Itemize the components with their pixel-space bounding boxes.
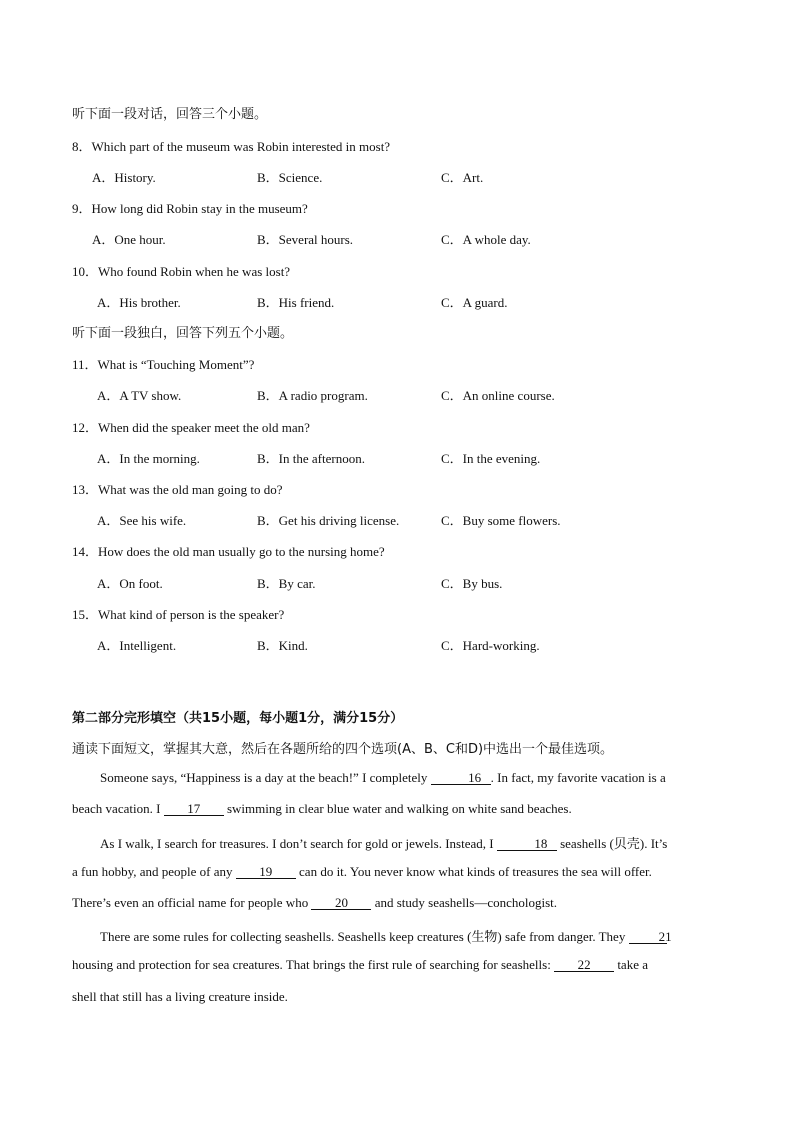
option-10c: C．A guard.: [441, 295, 508, 310]
question-9: 9．How long did Robin stay in the museum?: [72, 201, 308, 216]
option-12b: B．In the afternoon.: [257, 451, 365, 466]
blank-18: 18: [497, 837, 557, 851]
passage-text: take a: [617, 957, 648, 972]
passage-text: Someone says, “Happiness is a day at the beach!” I completely: [100, 770, 428, 785]
option-8b: B．Science.: [257, 170, 323, 185]
option-15c: C．Hard-working.: [441, 638, 540, 653]
passage-text: a fun hobby, and people of any: [72, 864, 233, 879]
option-11b: B．A radio program.: [257, 388, 368, 403]
blank-20: 20: [311, 896, 371, 910]
passage-text: housing and protection for sea creatures. That brings the first rule of searching for seashells:: [72, 957, 551, 972]
passage-text: As I walk, I search for treasures. I don’t search for gold or jewels. Instead, I: [100, 836, 494, 851]
option-10b: B．His friend.: [257, 295, 335, 310]
passage-line: [72, 926, 722, 945]
question-12: 12．When did the speaker meet the old man?: [72, 420, 310, 435]
question-15: 15．What kind of person is the speaker?: [72, 607, 285, 622]
option-11a: A．A TV show.: [97, 388, 182, 403]
blank-19: 19: [236, 865, 296, 879]
option-14a: A．On foot.: [97, 576, 163, 591]
passage-line: [72, 770, 722, 786]
passage-text: swimming in clear blue water and walking on white sand beaches.: [226, 801, 572, 816]
option-8a: A．History.: [92, 170, 156, 185]
passage-text: beach vacation. I: [72, 801, 161, 816]
passage-text: can do it. You never know what kinds of treasures the sea will offer.: [299, 864, 652, 879]
question-10: 10．Who found Robin when he was lost?: [72, 264, 291, 279]
blank-17: 17: [164, 802, 224, 816]
option-15a: A．Intelligent.: [97, 638, 177, 653]
passage-line: [72, 801, 722, 817]
question-14: 14．How does the old man usually go to the nursing home?: [72, 544, 385, 559]
question-11: 11．What is “Touching Moment”?: [72, 357, 255, 372]
option-15b: B．Kind.: [257, 638, 308, 653]
section-2-title: 第二部分完形填空（共15小题，每小题1分，满分15分）: [72, 711, 404, 726]
passage-line: shell that still has a living creature inside.: [72, 989, 288, 1004]
option-13b: B．Get his driving license.: [257, 513, 400, 528]
question-13: 13．What was the old man going to do?: [72, 482, 283, 497]
question-8: 8．Which part of the museum was Robin interested in most?: [72, 139, 391, 154]
option-10a: A．His brother.: [97, 295, 181, 310]
passage-text: There’s even an official name for people who: [72, 895, 309, 910]
passage-line: [72, 833, 722, 852]
blank-21: 21: [629, 930, 667, 944]
section-2-instruction: 通读下面短文，掌握其大意，然后在各题所给的四个选项(A、B、C和D)中选出一个最佳选项。: [72, 742, 614, 757]
option-12a: A．In the morning.: [97, 451, 200, 466]
monologue-intro: 听下面一段独白，回答下列五个小题。: [72, 326, 294, 341]
option-14c: C．By bus.: [441, 576, 503, 591]
passage-text: . In fact, my favorite vacation is a: [490, 770, 666, 785]
passage-text: and study seashells—conchologist.: [374, 895, 558, 910]
option-8c: C．Art.: [441, 170, 484, 185]
option-12c: C．In the evening.: [441, 451, 541, 466]
option-13c: C．Buy some flowers.: [441, 513, 561, 528]
passage-line: [72, 895, 722, 911]
option-9c: C．A whole day.: [441, 232, 531, 247]
passage-text: There are some rules for collecting seashells. Seashells keep creatures (生物) safe from danger. They: [100, 929, 626, 944]
option-11c: C．An online course.: [441, 388, 555, 403]
blank-22: 22: [554, 958, 614, 972]
passage-line: [72, 957, 722, 973]
option-9b: B．Several hours.: [257, 232, 354, 247]
option-13a: A．See his wife.: [97, 513, 187, 528]
option-14b: B．By car.: [257, 576, 316, 591]
dialogue-intro: 听下面一段对话，回答三个小题。: [72, 107, 268, 122]
passage-text: seashells (贝壳). It’s: [560, 836, 668, 851]
blank-16: 16: [431, 771, 491, 785]
passage-line: [72, 864, 722, 880]
option-9a: A．One hour.: [92, 232, 166, 247]
